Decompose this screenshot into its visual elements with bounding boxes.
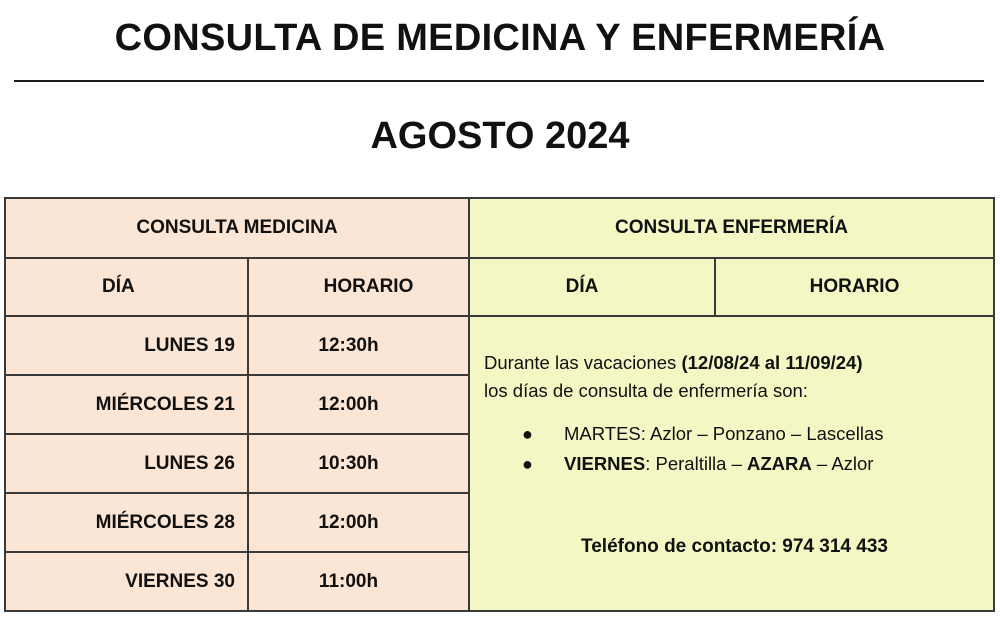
- medicina-day-cell: LUNES 26: [5, 434, 248, 493]
- medicina-day-cell: MIÉRCOLES 21: [5, 375, 248, 434]
- nursing-day-name: MARTES: [564, 423, 641, 444]
- medicina-day-cell: MIÉRCOLES 28: [5, 493, 248, 552]
- bullet-icon: ●: [522, 424, 533, 444]
- vacation-notice-suffix: los días de consulta de enfermería son:: [484, 380, 808, 401]
- bullet-icon: ●: [522, 454, 533, 474]
- medicina-time-cell: 12:00h: [248, 493, 469, 552]
- enfermeria-col-time: HORARIO: [715, 258, 994, 316]
- medicina-day-cell: VIERNES 30: [5, 552, 248, 611]
- nursing-town-highlight: AZARA: [747, 453, 812, 474]
- medicina-col-time: HORARIO: [248, 258, 469, 316]
- vacation-notice-prefix: Durante las vacaciones: [484, 352, 682, 373]
- medicina-day-cell: LUNES 19: [5, 316, 248, 375]
- contact-phone: Teléfono de contacto: 974 314 433: [581, 536, 888, 557]
- medicina-time-cell: 12:30h: [248, 316, 469, 375]
- list-item: ● VIERNES: Peraltilla – AZARA – Azlor: [484, 449, 985, 479]
- nursing-town: Peraltilla –: [655, 453, 748, 474]
- medicina-heading: CONSULTA MEDICINA: [5, 198, 469, 258]
- nursing-town: – Azlor: [811, 453, 874, 474]
- schedule-table: [4, 197, 995, 612]
- enfermeria-info: [469, 316, 994, 611]
- vacation-dates: (12/08/24 al 11/09/24): [681, 352, 863, 373]
- title-divider: [14, 80, 984, 82]
- medicina-col-day: DÍA: [5, 258, 248, 316]
- enfermeria-col-day: DÍA: [469, 258, 715, 316]
- medicina-time-cell: 10:30h: [248, 434, 469, 493]
- vacation-notice: [484, 349, 985, 405]
- month-heading: AGOSTO 2024: [370, 115, 630, 157]
- nursing-days-list: [484, 419, 985, 479]
- list-item: ● MARTES: Azlor – Ponzano – Lascellas: [484, 419, 985, 449]
- section-header-row: [5, 198, 994, 258]
- column-header-row: [5, 258, 994, 316]
- nursing-day-name: VIERNES: [564, 453, 646, 474]
- enfermeria-heading: CONSULTA ENFERMERÍA: [469, 198, 994, 258]
- nursing-towns: Azlor – Ponzano – Lascellas: [650, 423, 884, 444]
- page-title: CONSULTA DE MEDICINA Y ENFERMERÍA: [114, 17, 886, 59]
- medicina-time-cell: 12:00h: [248, 375, 469, 434]
- medicina-time-cell: 11:00h: [248, 552, 469, 611]
- table-row: [5, 316, 994, 375]
